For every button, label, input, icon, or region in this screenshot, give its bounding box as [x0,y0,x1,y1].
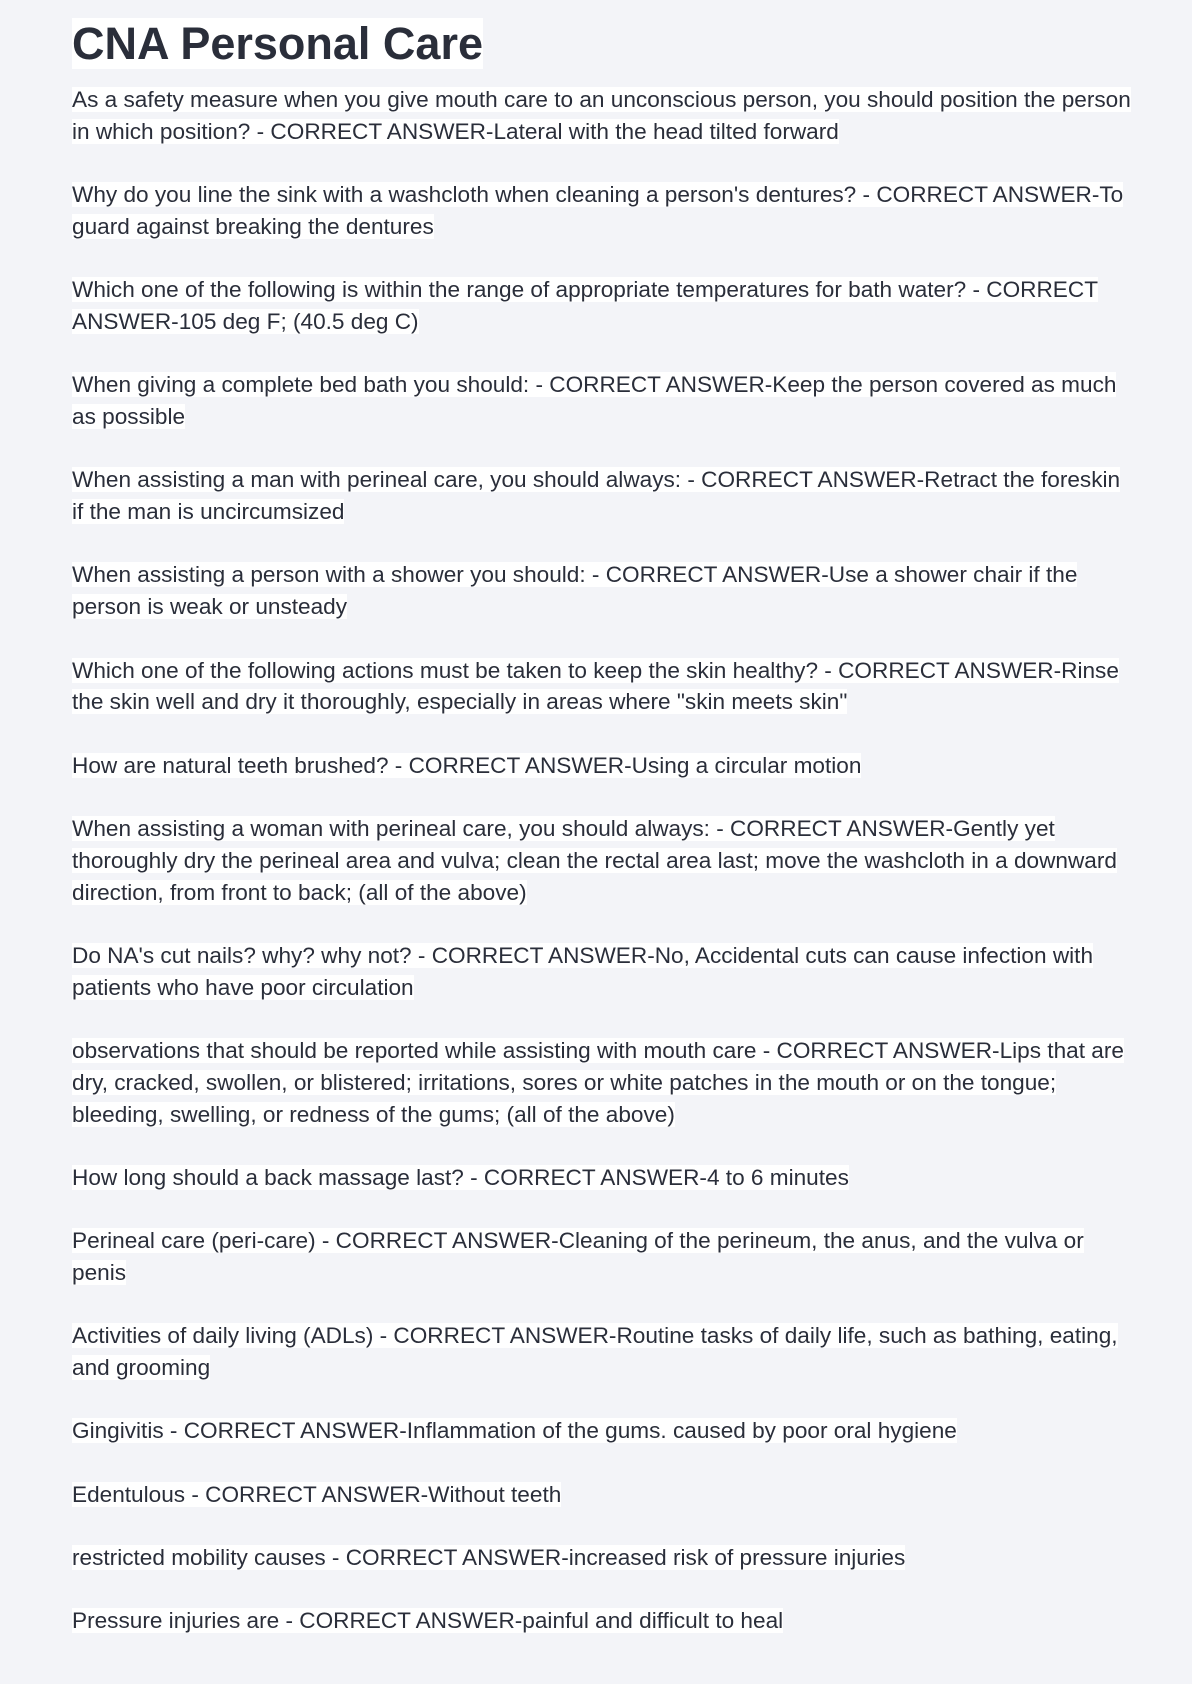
qa-item [72,655,1132,719]
qa-text: observations that should be reported while assisting with mouth care - CORRECT ANSWER-Lips that are dry, cracked, swollen, or blistered; irritations, sores or white patches in the mouth or on the tongue; bleeding, swelling, or redness of the gums; (all of the above) [72,1037,1124,1127]
qa-text: When assisting a man with perineal care, you should always: - CORRECT ANSWER-Retract the foreskin if the man is uncircumsized [72,467,1121,525]
qa-text: How long should a back massage last? - CORRECT ANSWER-4 to 6 minutes [72,1164,849,1190]
qa-item [72,1605,1132,1637]
qa-text: Perineal care (peri-care) - CORRECT ANSWER-Cleaning of the perineum, the anus, and the vulva or penis [72,1228,1084,1285]
qa-text: Activities of daily living (ADLs) - CORRECT ANSWER-Routine tasks of daily life, such as bathing, eating, and grooming [72,1323,1118,1381]
qa-text: As a safety measure when you give mouth care to an unconscious person, you should position the person in which position? - CORRECT ANSWER-Lateral with the head tilted forward [72,87,1131,144]
qa-item [72,1320,1132,1384]
document-title [72,14,1132,74]
qa-text: How are natural teeth brushed? - CORRECT ANSWER-Using a circular motion [72,752,862,778]
qa-text: restricted mobility causes - CORRECT ANSWER-increased risk of pressure injuries [72,1544,906,1570]
qa-item [72,369,1132,433]
qa-item [72,84,1132,148]
qa-text: Which one of the following is within the range of appropriate temperatures for bath water? - CORRECT ANSWER-105 deg F; (40.5 deg C) [72,277,1098,334]
qa-item [72,940,1132,1004]
qa-item [72,1162,1132,1194]
qa-item [72,1225,1132,1289]
qa-text: Pressure injuries are - CORRECT ANSWER-painful and difficult to heal [72,1608,784,1634]
qa-item [72,179,1132,243]
qa-text: Which one of the following actions must be taken to keep the skin healthy? - CORRECT ANSWER-Rinse the skin well and dry it thoroughly, especially in areas where "skin meets skin" [72,657,1119,715]
qa-text: When assisting a woman with perineal care, you should always: - CORRECT ANSWER-Gently yet thoroughly dry the perineal area and vulva; clean the rectal area last; move the washcloth in a downward direction, from front to back; (all of the above) [72,815,1117,905]
qa-item [72,1415,1132,1447]
qa-item [72,750,1132,782]
qa-text: Gingivitis - CORRECT ANSWER-Inflammation of the gums. caused by poor oral hygiene [72,1418,957,1444]
document-title-text: CNA Personal Care [72,18,483,69]
qa-text: When assisting a person with a shower you should: - CORRECT ANSWER-Use a shower chair if the person is weak or unsteady [72,562,1078,620]
qa-text: Edentulous - CORRECT ANSWER-Without teeth [72,1481,562,1507]
qa-item [72,464,1132,528]
qa-item [72,1479,1132,1511]
qa-text: When giving a complete bed bath you should: - CORRECT ANSWER-Keep the person covered as much as possible [72,372,1117,430]
qa-list [72,84,1132,1637]
qa-item [72,559,1132,623]
qa-text: Do NA's cut nails? why? why not? - CORRECT ANSWER-No, Accidental cuts can cause infection with patients who have poor circulation [72,942,1094,1000]
qa-item [72,274,1132,338]
qa-item [72,1035,1132,1130]
qa-item [72,813,1132,908]
qa-text: Why do you line the sink with a washcloth when cleaning a person's dentures? - CORRECT ANSWER-To guard against breaking the dentures [72,182,1124,239]
qa-item [72,1542,1132,1574]
